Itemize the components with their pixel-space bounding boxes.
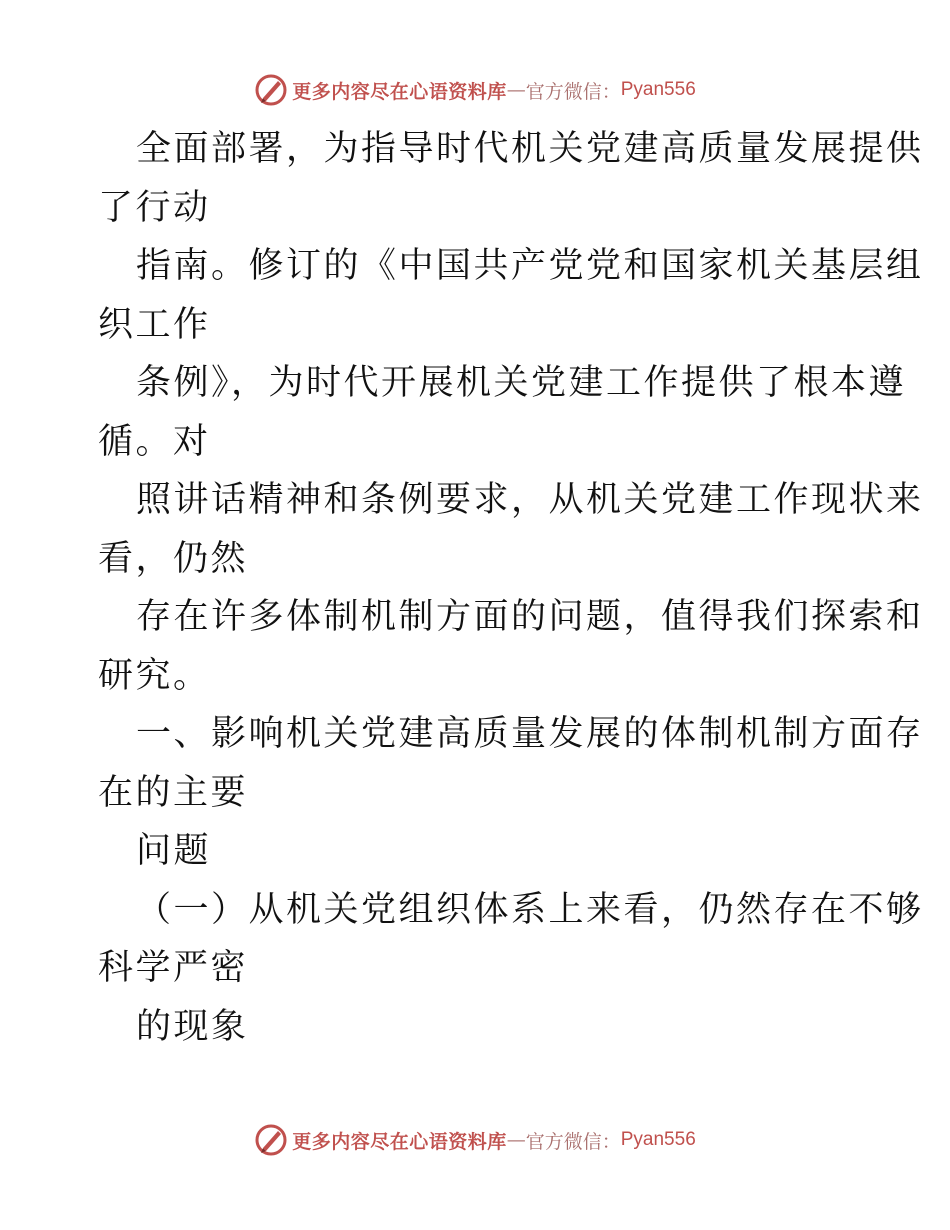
text-line: 指南。修订的《中国共产党党和国家机关基层组: [136, 246, 924, 286]
text-line: 循。对: [98, 421, 211, 462]
banner-dash: —: [506, 79, 526, 101]
text-line: 了行动: [98, 187, 211, 228]
pen-logo-icon: [254, 1123, 288, 1157]
document-body: [98, 120, 924, 1056]
text-line: 存在许多体制机制方面的问题，值得我们探索和: [136, 597, 924, 637]
header-banner: [0, 70, 950, 110]
subsection-heading-line: 的现象: [136, 1006, 249, 1047]
section-heading-line: 一、影响机关党建高质量发展的体制机制方面存: [136, 714, 924, 754]
pen-logo-icon: [254, 73, 288, 107]
text-line: 看，仍然: [98, 538, 249, 579]
text-line: 全面部署，为指导时代机关党建高质量发展提供: [136, 129, 924, 169]
subsection-heading-line: 科学严密: [98, 948, 249, 988]
text-line: 条例》，为时代开展机关党建工作提供了根本遵: [136, 363, 907, 403]
banner-text: 更多内容尽在心语资料库: [292, 80, 507, 103]
banner-wechat-label: 官方微信：: [525, 1130, 621, 1153]
banner-wechat-label: 官方微信：: [525, 80, 621, 103]
banner-wechat-id: Pyan556: [620, 79, 696, 100]
section-heading-line: 在的主要: [98, 772, 249, 813]
text-line: 织工作: [98, 304, 211, 345]
banner-text: 更多内容尽在心语资料库: [292, 1130, 507, 1153]
text-line: 照讲话精神和条例要求，从机关党建工作现状来: [136, 480, 924, 520]
section-heading-line: 问题: [136, 831, 212, 871]
subsection-heading-line: （一）从机关党组织体系上来看，仍然存在不够: [136, 889, 924, 930]
text-line: 研究。: [98, 655, 211, 696]
banner-wechat-id: Pyan556: [620, 1129, 696, 1150]
banner-dash: —: [506, 1129, 526, 1151]
footer-banner: [0, 1120, 950, 1160]
